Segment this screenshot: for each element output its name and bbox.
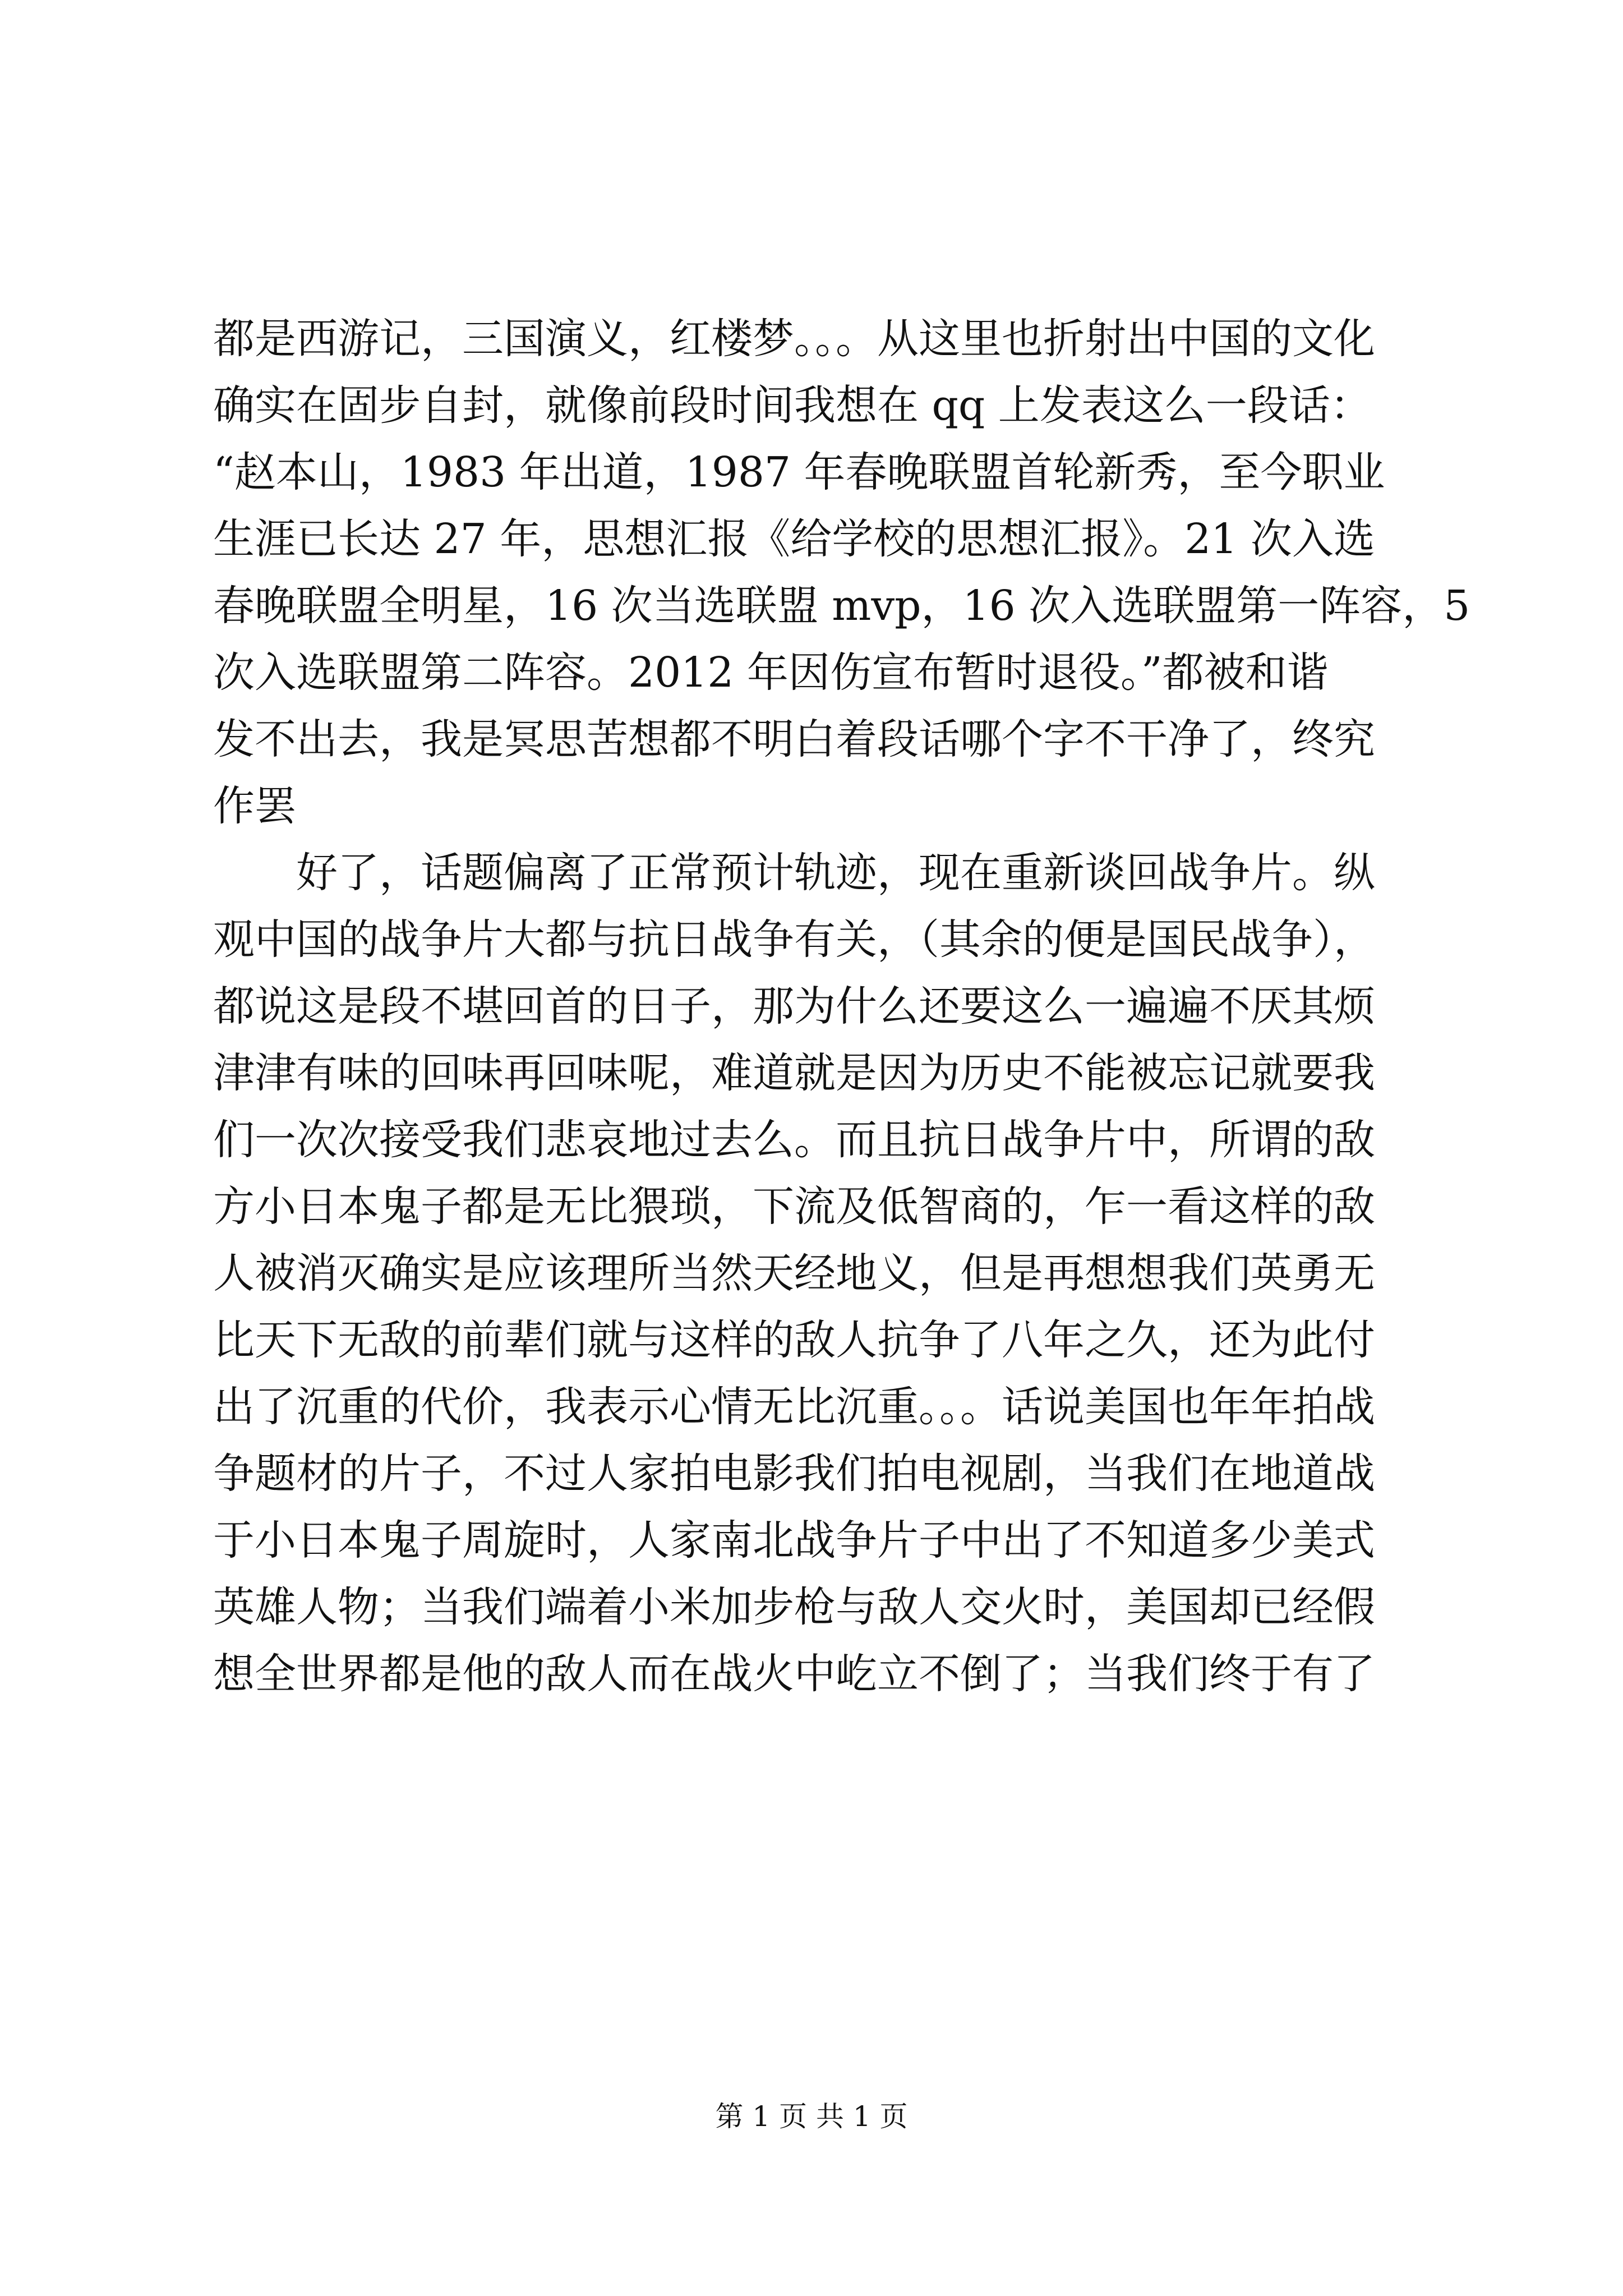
text-line: 比天下无敌的前辈们就与这样的敌人抗争了八年之久，还为此付: [213, 1316, 1375, 1364]
text-line: 都是西游记，三国演义，红楼梦。。。从这里也折射出中国的文化: [213, 315, 1375, 363]
text-line: 争题材的片子，不过人家拍电影我们拍电视剧，当我们在地道战: [213, 1450, 1375, 1498]
text-line: 英雄人物；当我们端着小米加步枪与敌人交火时，美国却已经假: [213, 1583, 1375, 1631]
text-line: 人被消灭确实是应该理所当然天经地义，但是再想想我们英勇无: [213, 1249, 1375, 1297]
text-line: 于小日本鬼子周旋时，人家南北战争片子中出了不知道多少美式: [213, 1516, 1375, 1565]
text-line: 确实在固步自封，就像前段时间我想在 qq 上发表这么一段话：: [213, 381, 1372, 430]
body-text: [213, 306, 1492, 1708]
text-line: 次入选联盟第二阵容。2012 年因伤宣布暂时退役。”都被和谐: [213, 648, 1329, 697]
text-line: 好了，话题偏离了正常预计轨迹，现在重新谈回战争片。纵: [213, 849, 1375, 897]
text-line: 都说这是段不堪回首的日子，那为什么还要这么一遍遍不厌其烦: [213, 982, 1375, 1030]
text-line: 想全世界都是他的敌人而在战火中屹立不倒了；当我们终于有了: [213, 1650, 1375, 1698]
text-line: 观中国的战争片大都与抗日战争有关，（其余的便是国民战争），: [213, 915, 1375, 964]
text-line: 们一次次接受我们悲哀地过去么。而且抗日战争片中，所谓的敌: [213, 1116, 1375, 1164]
text-line: 生涯已长达 27 年，思想汇报《给学校的思想汇报》。21 次入选: [213, 515, 1375, 563]
text-line: “赵本山，1983 年出道，1987 年春晚联盟首轮新秀，至今职业: [213, 448, 1385, 496]
text-line: 作罢: [213, 782, 296, 830]
text-line: 发不出去，我是冥思苦想都不明白着段话哪个字不干净了，终究: [213, 715, 1375, 763]
text-line: 春晚联盟全明星，16 次当选联盟 mvp，16 次入选联盟第一阵容，5: [213, 582, 1470, 630]
text-line: 出了沉重的代价，我表示心情无比沉重。。。话说美国也年年拍战: [213, 1383, 1375, 1431]
text-line: 方小日本鬼子都是无比猥琐，下流及低智商的，乍一看这样的敌: [213, 1182, 1375, 1231]
page-footer: 第 1 页 共 1 页: [715, 2100, 908, 2133]
text-line: 津津有味的回味再回味呢，难道就是因为历史不能被忘记就要我: [213, 1049, 1375, 1097]
